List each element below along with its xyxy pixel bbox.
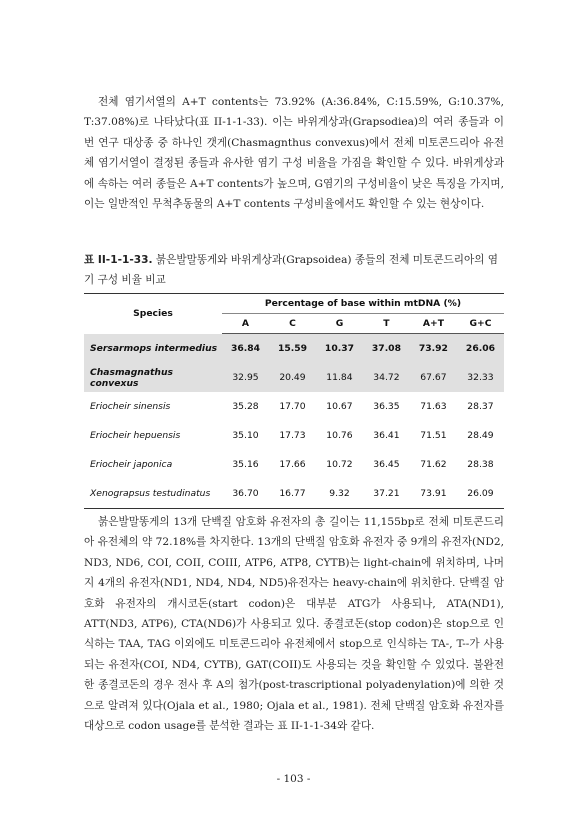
value-cell: 35.28 <box>232 401 259 412</box>
table-caption-text: 붉은발말똥게와 바위게상과(Grapsoidea) 종들의 전체 미토콘드리아의 염기 구성 비율 비교 <box>84 254 499 286</box>
value-cell: 10.72 <box>326 459 353 470</box>
table-caption <box>84 250 504 290</box>
percentage-group-header: Percentage of base within mtDNA (%) <box>222 294 504 314</box>
value-cell: 73.92 <box>410 334 457 364</box>
value-cell: 36.45 <box>373 459 400 470</box>
value-cell: 17.73 <box>279 430 306 441</box>
column-header: T <box>363 314 410 334</box>
table-row <box>84 334 504 364</box>
species-cell: Xenograpsus testudinatus <box>84 479 222 509</box>
value-cell: 36.84 <box>222 334 269 364</box>
table-caption-label: 표 II-1-1-33. <box>84 254 153 266</box>
column-header: A <box>222 314 269 334</box>
value-cell: 36.70 <box>222 479 269 509</box>
value-cell: 36.41 <box>373 430 400 441</box>
species-header: Species <box>84 294 222 334</box>
column-header: G <box>316 314 363 334</box>
page-number: - 103 - <box>276 773 311 785</box>
paragraph-base-composition <box>84 92 504 214</box>
species-cell: Chasmagnathus convexus <box>84 363 222 392</box>
value-cell: 9.32 <box>316 479 363 509</box>
table-header-row-1 <box>84 294 504 314</box>
species-cell: Sersarmops intermedius <box>84 334 222 364</box>
value-cell: 32.33 <box>457 363 504 392</box>
value-cell: 37.21 <box>363 479 410 509</box>
value-cell: 10.67 <box>326 401 353 412</box>
value-cell: 35.16 <box>232 459 259 470</box>
value-cell: 28.37 <box>467 401 494 412</box>
paragraph-protein-coding-genes <box>84 512 504 736</box>
value-cell: 73.91 <box>410 479 457 509</box>
value-cell: 15.59 <box>269 334 316 364</box>
value-cell: 16.77 <box>269 479 316 509</box>
value-cell: 36.35 <box>373 401 400 412</box>
value-cell: 67.67 <box>410 363 457 392</box>
value-cell: 10.37 <box>316 334 363 364</box>
value-cell: 26.09 <box>457 479 504 509</box>
value-cell: 37.08 <box>363 334 410 364</box>
value-cell: 28.49 <box>467 430 494 441</box>
species-cell: Eriocheir hepuensis <box>90 430 181 441</box>
value-cell: 71.51 <box>420 430 447 441</box>
value-cell: 71.62 <box>420 459 447 470</box>
table-row <box>84 450 504 479</box>
column-header: G+C <box>457 314 504 334</box>
table-row <box>84 421 504 450</box>
value-cell: 20.49 <box>269 363 316 392</box>
paragraph-text-1: 전체 염기서열의 A+T contents는 73.92% (A:36.84%, C:15.59%, G:10.37%, T:37.08%)로 나타났다(표 II-1-1-33). 이는 바위게상과(Grapsodiea)의 여러 종들과 이번 연구 대상종 중 하나인 갯게(Chasmagnthus convexus)에서 전체 미토콘드리아 유전체 염기서열이 결정된 종들과 유사한 염기 구성 비율을 가짐을 확인할 수 있다. 바위게상과에 속하는 여러 종들은 A+T contents가 높으며, G염기의 구성비율이 낮은 특징을 가지며, 이는 일반적인 무척추동물의 A+T contents 구성비율에서도 확인할 수 있는 현상이다. <box>84 96 504 211</box>
value-cell: 17.66 <box>279 459 306 470</box>
species-cell: Eriocheir sinensis <box>90 401 171 412</box>
value-cell: 10.76 <box>326 430 353 441</box>
column-header: A+T <box>410 314 457 334</box>
value-cell: 26.06 <box>457 334 504 364</box>
base-composition-table <box>84 293 504 509</box>
value-cell: 32.95 <box>222 363 269 392</box>
value-cell: 34.72 <box>363 363 410 392</box>
table-row <box>84 479 504 509</box>
table-row <box>84 392 504 421</box>
value-cell: 28.38 <box>467 459 494 470</box>
paragraph-text-2: 붉은발말똥게의 13개 단백질 암호화 유전자의 총 길이는 11,155bp로 전체 미토콘드리아 유전체의 약 72.18%를 차지한다. 13개의 단백질 암호화 유전자 중 9개의 유전자(ND2, ND3, ND6, COI, COII, COIII, ATP6, ATP8, CYTB)는 light-chain에 위치하며, 나머지 4개의 유전자(ND1, ND4, ND4, ND5)유전자는 heavy-chain에 위치한다. 단백질 암호화 유전자의 개시코돈(start codon)은 대부분 ATG가 사용되나, ATA(ND1), ATT(ND3, ATP6), CTA(ND6)가 사용되고 있다. 종결코돈(stop codon)은 stop으로 인식하는 TAA, TAG 이외에도 미토콘드리아 유전체에서 stop으로 인식하는 TA-, T--가 사용되는 유전자(COI, ND4, CYTB), GAT(COII)도 사용되는 것을 확인할 수 있었다. 불완전한 종결코돈의 경우 전사 후 A의 첨가(post-trascriptional polyadenylation)에 의한 것으로 알려져 있다(Ojala et al., 1980; Ojala et al., 1981). 전체 단백질 암호화 유전자를 대상으로 codon usage를 분석한 결과는 표 II-1-1-34와 같다. <box>84 516 504 733</box>
value-cell: 17.70 <box>279 401 306 412</box>
column-header: C <box>269 314 316 334</box>
species-cell: Eriocheir japonica <box>90 459 173 470</box>
value-cell: 11.84 <box>316 363 363 392</box>
value-cell: 71.63 <box>420 401 447 412</box>
value-cell: 35.10 <box>232 430 259 441</box>
table-row <box>84 363 504 392</box>
